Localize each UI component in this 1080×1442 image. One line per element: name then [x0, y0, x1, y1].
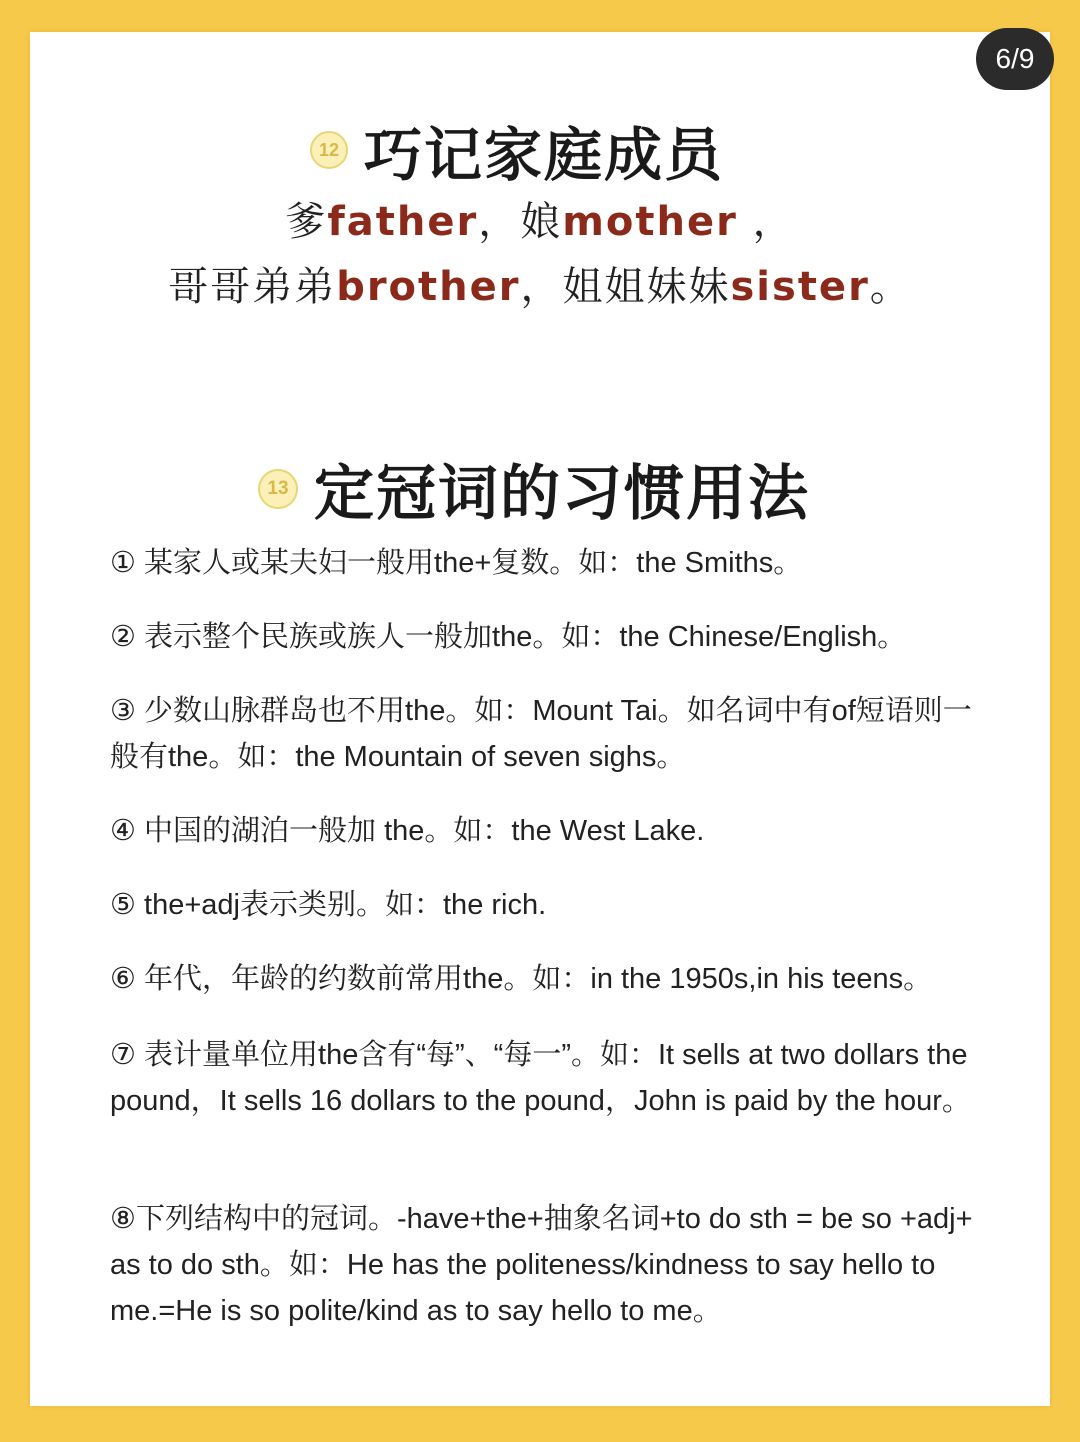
poem-highlight-word: brother	[336, 264, 521, 310]
section-number-badge: 12	[310, 131, 348, 169]
poem-highlight-word: father	[327, 199, 479, 245]
poem-segment: ，娘	[478, 199, 563, 245]
rule-item-4: ④ 中国的湖泊一般加 the。如：the West Lake.	[110, 815, 705, 847]
poem-highlight-word: sister	[730, 264, 870, 310]
rule-item-3: ③ 少数山脉群岛也不用the。如：Mount Tai。如名词中有of短语则一般有the。如：the Mountain of seven sighs。	[110, 695, 972, 773]
section-13-heading	[258, 446, 810, 532]
poem-line-2	[0, 255, 1080, 312]
poem-segment: ，	[737, 199, 795, 245]
poem-segment: ，姐姐妹妹	[520, 264, 731, 310]
section-12-heading	[310, 108, 724, 192]
page-indicator: 6/9	[976, 28, 1054, 90]
rule-item-2: ② 表示整个民族或族人一般加the。如：the Chinese/English。	[110, 621, 907, 653]
poem-segment: 。	[869, 264, 912, 310]
rule-item-6: ⑥ 年代，年龄的约数前常用the。如：in the 1950s,in his teens。	[110, 963, 933, 995]
poem-highlight-word: mother	[562, 199, 738, 245]
rule-item-1: ① 某家人或某夫妇一般用the+复数。如：the Smiths。	[110, 547, 803, 579]
section-title: 巧记家庭成员	[364, 121, 725, 189]
section-number-badge: 13	[258, 469, 298, 509]
poem-line-1	[0, 190, 1080, 247]
poem-segment: 爹	[285, 199, 328, 245]
rule-item-8: ⑧下列结构中的冠词。-have+the+抽象名词+to do sth = be so +adj+ as to do sth。如：He has the politeness/kindness to say hello to me.=He is so polite/kind as to say hello to me。	[110, 1203, 973, 1327]
rule-item-7: ⑦ 表计量单位用the含有“每”、“每一”。如：It sells at two dollars the pound，It sells 16 dollars to the pound，John is paid by the hour。	[110, 1039, 971, 1117]
section-title: 定冠词的习惯用法	[314, 459, 810, 529]
poem-segment: 哥哥弟弟	[168, 264, 337, 310]
rule-item-5: ⑤ the+adj表示类别。如：the rich.	[110, 889, 547, 921]
